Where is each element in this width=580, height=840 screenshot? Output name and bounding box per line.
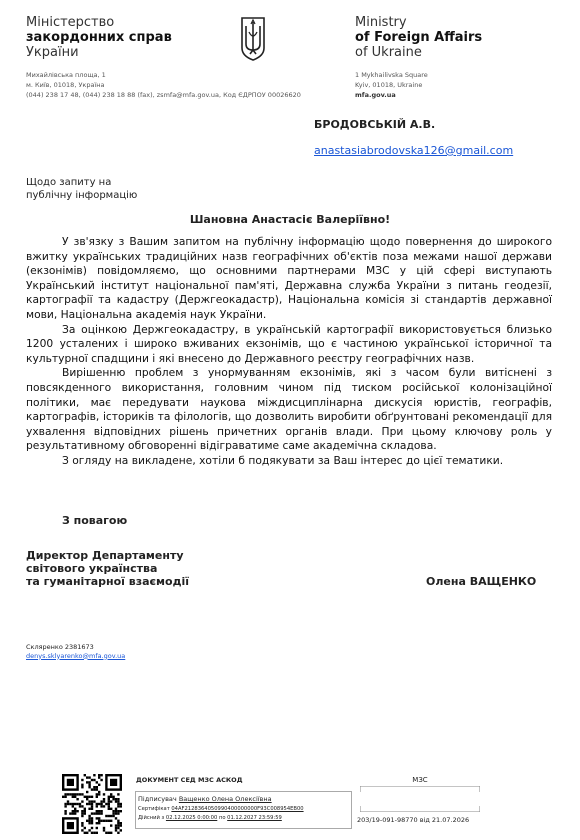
address-en-line2: Kyiv, 01018, Ukraine [355, 81, 423, 89]
executor-email[interactable]: denys.sklyarenko@mfa.gov.ua [26, 651, 126, 660]
valid-label: Дійсний з [138, 815, 165, 821]
ministry-en-line2: of Foreign Affairs [355, 30, 483, 45]
ministry-name-ua [26, 15, 172, 60]
paragraph: Вирішенню проблем з унормуванням екзонімів, які з часом були витіснені з повсякденного використання, головним чином під тиском російської колонізаційної політики, має передувати наукова міждисциплінарна дискусія юристів, географів, картографів, істориків та філологів, що дозволить виробити обґрунтовані рекомендації для ухвалення відповідних рішень причетних органів влади. При цьому ключову роль у результативному обговоренні відіграватиме саме академічна складова. [26, 366, 552, 453]
cert-number: 04AF2128364050990400000000F93C008954EB00 [171, 806, 304, 812]
ministry-ua-line3: України [26, 45, 79, 60]
address-en-line1: 1 Mykhailivska Square [355, 71, 428, 79]
valid-from: 02.12.2025 0:00:00 [165, 815, 218, 821]
signatory-title-line1: Директор Департаменту [26, 549, 184, 562]
paragraph: У зв'язку з Вашим запитом на публічну інформацію щодо повернення до широкого вжитку українських традиційних назв географічних об'єктів поза межами нашої держави (екзонімів) повідомляємо, що основними партнерами МЗС у цій сфері виступають Український інститут національної пам'яті, Державна служба України з питань геодезії, картографії та кадастру (Держгеокадастр), Національна комісія зі стандартів державної мови, Національна академія наук України. [26, 235, 552, 321]
recipient-name: БРОДОВСЬКІЙ А.В. [314, 118, 436, 131]
address-ua-line2: м. Київ, 01018, Україна [26, 81, 105, 89]
subject-line2: публічну інформацію [26, 190, 138, 201]
ministry-ua-line1: Міністерство [26, 15, 115, 30]
contacts-ua: (044) 238 17 48, (044) 238 18 88 (fax), zsmfa@mfa.gov.ua, Код ЄДРПОУ 00026620 [26, 91, 301, 99]
org-label: МЗС [412, 776, 428, 784]
registration-number: 203/19-091-98770 від 21.07.2026 [357, 816, 470, 824]
salutation: Шановна Анастасіє Валеріївно! [189, 213, 391, 226]
signatory-name: Олена ВАЩЕНКО [426, 575, 537, 588]
ministry-ua-line2: закордонних справ [26, 30, 172, 45]
valid-to-label: по [218, 815, 226, 821]
closing: З повагою [62, 514, 128, 527]
subject-line1: Щодо запиту на [26, 177, 112, 188]
signatory-title [26, 549, 189, 588]
subject [26, 176, 137, 202]
address-ua-line1: Михайлівська площа, 1 [26, 71, 106, 79]
ministry-address-en [355, 70, 428, 100]
recipient-email[interactable]: anastasiabrodovska126@gmail.com [314, 144, 514, 157]
website: mfa.gov.ua [355, 91, 396, 99]
qr-code-icon [62, 772, 122, 840]
signatory-title-line2: світового українства [26, 562, 158, 575]
cert-label: Сертифікат [138, 806, 170, 812]
letter-body [26, 235, 552, 469]
signer-label: Підписувач [138, 795, 177, 803]
signer-name: Ващенко Олена Олексіївна [178, 795, 272, 803]
ministry-en-line1: Ministry [355, 15, 407, 30]
signatory-title-line3: та гуманітарної взаємодії [26, 575, 190, 588]
executor-name-phone: Скляренко 2381673 [26, 643, 94, 651]
trident-emblem-icon [240, 16, 266, 62]
paragraph: За оцінкою Держгеокадастру, в українській картографії використовується близько 1200 усталених і широко вживаних екзонімів, що є частиною української історичної та культурної спадщини і які внесено до Державного реєстру географічних назв. [26, 322, 552, 365]
ministry-address-ua [26, 70, 301, 100]
ministry-en-line3: of Ukraine [355, 45, 422, 60]
ministry-name-en [355, 15, 482, 60]
paragraph: З огляду на викладене, хотіли б подякувати за Ваш інтерес до цієї тематики. [62, 453, 504, 467]
signature-stamp [135, 791, 352, 829]
doc-system-label: ДОКУМЕНТ СЕД МЗС АСКОД [136, 776, 243, 784]
valid-to: 01.12.2027 23:59:59 [227, 815, 282, 821]
executor [26, 643, 125, 660]
registration-box [360, 786, 480, 812]
